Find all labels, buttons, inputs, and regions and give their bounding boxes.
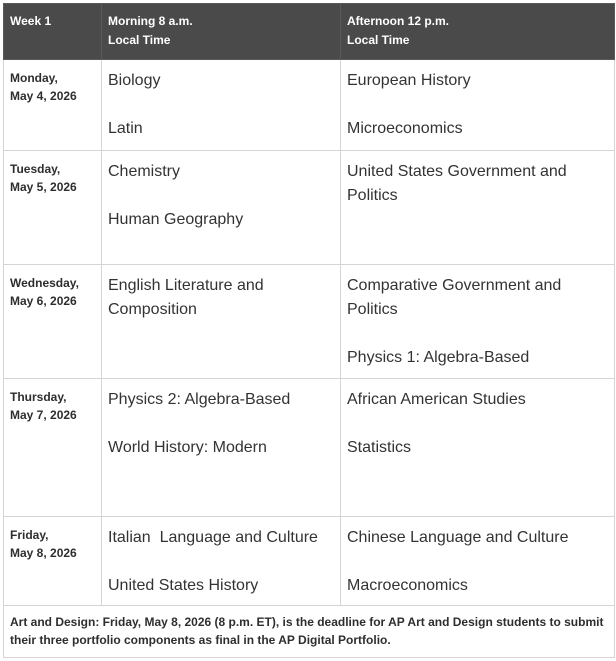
week-label: Week 1 [10, 14, 52, 28]
exam-subject: Physics 1: Algebra-Based [347, 349, 530, 366]
weekday: Monday, [10, 71, 58, 85]
day-cell [4, 60, 102, 151]
exam-subject: European History [347, 72, 471, 89]
exam-subject: Chemistry [108, 163, 181, 180]
exam-subject: United States History [108, 577, 259, 594]
exam-subject: English Literature and Composition [108, 277, 264, 318]
morning-label: Morning 8 a.m. [108, 14, 193, 28]
header-row [4, 4, 615, 60]
afternoon-cell [341, 151, 615, 265]
footnote [4, 606, 615, 658]
day-cell [4, 517, 102, 606]
footnote-row [4, 606, 615, 658]
table-row [4, 265, 615, 379]
date: May 4, 2026 [10, 89, 77, 103]
exam-schedule-table [3, 3, 615, 658]
exam-subject: Macroeconomics [347, 577, 468, 594]
exam-subject: Latin [108, 120, 143, 137]
afternoon-sublabel: Local Time [347, 33, 410, 47]
afternoon-cell [341, 379, 615, 517]
table-row [4, 151, 615, 265]
header-morning [102, 4, 341, 60]
exam-subject: Comparative Government and Politics [347, 277, 562, 318]
date: May 7, 2026 [10, 408, 77, 422]
date: May 5, 2026 [10, 180, 77, 194]
exam-subject: World History: Modern [108, 439, 267, 456]
morning-cell [102, 265, 341, 379]
date: May 8, 2026 [10, 546, 77, 560]
footnote-label: Art and Design: [10, 615, 100, 629]
exam-subject: Physics 2: Algebra-Based [108, 391, 291, 408]
table-row [4, 379, 615, 517]
table-body [4, 60, 615, 658]
exam-subject: Biology [108, 72, 161, 89]
exam-subject: African American Studies [347, 391, 526, 408]
exam-subject: Italian Language and Culture [108, 529, 318, 546]
header-afternoon [341, 4, 615, 60]
date: May 6, 2026 [10, 294, 77, 308]
weekday: Friday, [10, 528, 49, 542]
weekday: Wednesday, [10, 276, 79, 290]
afternoon-cell [341, 517, 615, 606]
weekday: Tuesday, [10, 162, 61, 176]
weekday: Thursday, [10, 390, 67, 404]
exam-subject: Human Geography [108, 211, 244, 228]
table-row [4, 60, 615, 151]
header-week [4, 4, 102, 60]
exam-subject: Microeconomics [347, 120, 463, 137]
exam-subject: Chinese Language and Culture [347, 529, 569, 546]
day-cell [4, 151, 102, 265]
morning-cell [102, 151, 341, 265]
afternoon-cell [341, 60, 615, 151]
footnote-text: Friday, May 8, 2026 (8 p.m. ET), is the deadline for AP Art and Design students to submit their three portfolio components as final in the AP Digital Portfolio. [10, 615, 604, 647]
day-cell [4, 379, 102, 517]
table-header [4, 4, 615, 60]
day-cell [4, 265, 102, 379]
afternoon-label: Afternoon 12 p.m. [347, 14, 450, 28]
morning-cell [102, 60, 341, 151]
morning-cell [102, 379, 341, 517]
exam-subject: United States Government and Politics [347, 163, 567, 204]
morning-sublabel: Local Time [108, 33, 171, 47]
morning-cell [102, 517, 341, 606]
afternoon-cell [341, 265, 615, 379]
exam-subject: Statistics [347, 439, 412, 456]
table-row [4, 517, 615, 606]
